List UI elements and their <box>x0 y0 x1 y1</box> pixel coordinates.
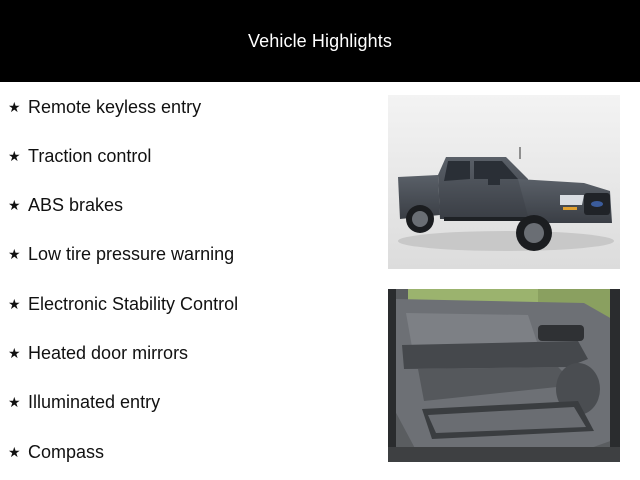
star-icon: ★ <box>8 394 21 410</box>
highlight-label: ABS brakes <box>28 194 124 215</box>
highlight-item <box>8 95 201 119</box>
star-icon: ★ <box>8 444 21 460</box>
truck-exterior-photo <box>388 95 620 269</box>
highlight-item <box>8 341 188 365</box>
star-icon: ★ <box>8 345 21 361</box>
star-icon: ★ <box>8 197 21 213</box>
highlight-item <box>8 193 123 217</box>
highlight-label: Remote keyless entry <box>28 96 202 117</box>
highlight-item <box>8 440 104 464</box>
page-title: Vehicle Highlights <box>248 30 392 51</box>
highlight-item <box>8 242 234 266</box>
door-interior-photo <box>388 289 620 462</box>
highlight-label: Illuminated entry <box>28 391 161 412</box>
highlight-label: Low tire pressure warning <box>28 243 235 264</box>
star-icon: ★ <box>8 296 21 312</box>
highlight-item <box>8 144 151 168</box>
highlight-label: Heated door mirrors <box>28 342 189 363</box>
star-icon: ★ <box>8 99 21 115</box>
highlight-item <box>8 292 238 316</box>
highlight-label: Traction control <box>28 145 152 166</box>
page-header <box>0 0 640 82</box>
star-icon: ★ <box>8 246 21 262</box>
highlight-label: Electronic Stability Control <box>28 293 239 314</box>
highlight-label: Compass <box>28 441 105 462</box>
star-icon: ★ <box>8 148 21 164</box>
highlight-item <box>8 390 160 414</box>
